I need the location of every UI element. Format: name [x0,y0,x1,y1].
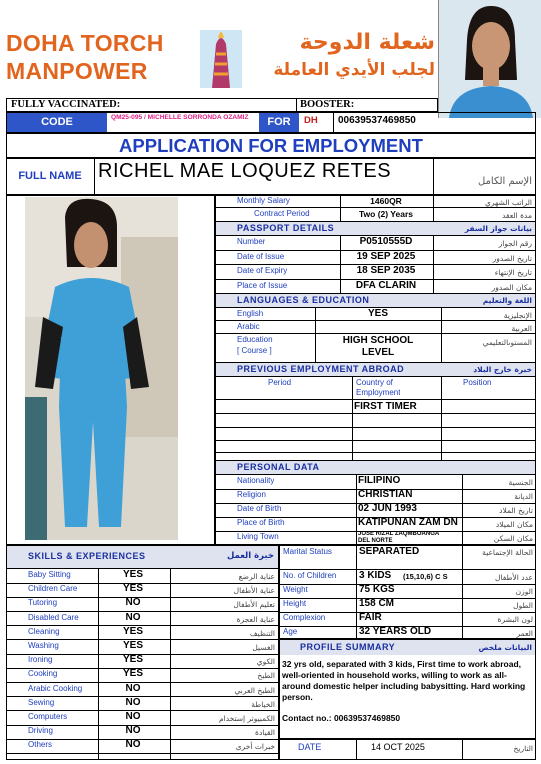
personal-detail-label: Height [283,599,307,608]
skill-arabic: الطبخ العربي [234,685,275,695]
skill-label: Children Care [28,584,78,594]
education-value-line2: LEVEL [361,347,395,358]
skill-value: NO [125,739,141,751]
skill-value: YES [122,569,143,580]
personal-row-arabic: تاريخ الملاد [499,506,533,515]
skill-label: Sewing [28,697,55,707]
company-arabic-line2: لجلب الأيدي العاملة [273,60,435,80]
previous-col-period: Period [268,378,292,387]
personal-row-arabic: الديانة [514,492,533,501]
skills-header: SKILLS & EXPERIENCES [28,551,146,561]
marital-status-label: Marital Status [283,547,332,556]
personal-detail-label: No. of Children [283,571,337,580]
personal-row-arabic: مكان الميلاد [495,520,533,529]
personal-row-arabic: مكان السكن [493,534,533,543]
full-name-arabic: الإسم الكامل [477,176,532,187]
date-arabic: التاريخ [513,744,533,753]
contract-period-arabic: مدة العقد [502,211,532,220]
personal-detail-value: 75 KGS [359,584,395,595]
skill-label: Tutoring [28,598,58,608]
skill-label: Baby Sitting [28,570,71,579]
full-name-label: FULL NAME [18,170,82,182]
skill-arabic: التنظيف [249,628,275,638]
skill-value: NO [125,682,141,694]
education-course-label: [ Course ] [237,346,272,355]
skill-arabic: الكوي [256,657,275,667]
personal-row-arabic: الجنسية [508,478,533,487]
full-name-value: RICHEL MAE LOQUEZ RETES [98,160,392,182]
personal-row-value: FILIPINO [358,475,401,486]
skill-value: NO [125,711,141,722]
languages-header: LANGUAGES & EDUCATION [237,295,370,305]
personal-row-value: JOSE RIZAL ZAQMBOANGA DEL NORTE [358,531,440,544]
passport-row-arabic: رقم الجواز [498,239,532,248]
languages-header-arabic: اللغة والتعليم [482,296,532,305]
skill-label: Cleaning [28,626,60,636]
personal-row-label: Living Town [237,532,279,541]
arabic-language-arabic: العربية [511,324,532,333]
skill-arabic: الخياطة [251,699,275,709]
skill-value: NO [125,696,141,708]
personal-detail-extra: (15,10,6) C S [403,572,448,581]
personal-detail-arabic: الوزن [515,587,533,596]
skill-arabic: عناية الأطفال [233,586,275,596]
passport-row-value: P0510555D [359,236,413,247]
previous-col-country-line2: Employment [356,388,401,397]
code-label: CODE [7,113,107,132]
english-label: English [237,309,264,318]
skill-arabic: الطبخ [257,671,275,681]
marital-status-value: SEPARATED [359,546,420,557]
education-value-line1: HIGH SCHOOL [342,335,414,346]
contract-period-label: Contract Period [254,209,310,218]
personal-detail-arabic: عدد الأطفال [495,573,533,582]
passport-row-arabic: مكان الصدور [491,282,532,292]
skill-label: Washing [28,641,59,650]
personal-detail-value: 32 YEARS OLD [359,626,432,637]
for-label: FOR [259,113,299,132]
skill-value: NO [125,611,141,623]
passport-row-arabic: تاريخ الصدور [492,253,532,263]
marital-status-arabic: الحالة الإجتماعية [482,548,533,557]
skill-value: NO [125,597,141,609]
code-value: QM25-095 / MICHELLE SORRONDA OZAMIZ [111,114,249,121]
skill-arabic: خبرات أخرى [235,742,275,752]
skill-arabic: الكمبيوتر إستخدام [219,714,275,723]
company-name-line1: DOHA TORCH [6,30,164,56]
passport-row-value: DFA CLARIN [355,279,417,291]
phone-number: 00639537469850 [338,115,416,126]
personal-detail-arabic: العمر [516,629,533,638]
profile-header-arabic: البيانات ملخص [478,643,532,652]
date-label: DATE [298,742,322,752]
personal-row-label: Nationality [237,476,275,485]
monthly-salary-arabic: الراتب الشهري [485,198,532,207]
english-value: YES [367,308,388,319]
company-name-line2: MANPOWER [6,58,148,84]
passport-row-label: Date of Issue [237,251,285,261]
skill-label: Driving [28,726,53,736]
profile-header: PROFILE SUMMARY [300,642,396,652]
passport-row-label: Place of Issue [237,280,288,290]
personal-header: PERSONAL DATA [237,462,320,472]
skill-value: YES [122,654,143,666]
skill-label: Computers [28,712,68,721]
skill-value: YES [122,640,143,651]
monthly-salary-label: Monthly Salary [237,196,290,205]
personal-detail-arabic: الطول [513,601,533,610]
for-value: DH [304,115,318,126]
personal-detail-value: FAIR [359,612,382,623]
skill-value: YES [122,625,143,637]
passport-row-value: 19 SEP 2025 [356,250,416,262]
passport-row-label: Date of Expiry [237,266,288,275]
previous-col-country-line1: Country of [356,378,393,387]
personal-row-value: 02 JUN 1993 [358,503,417,514]
personal-detail-label: Complexion [283,613,326,622]
skills-header-arabic: خبرة العمل [226,551,274,561]
passport-header-arabic: بيانات جواز السفر [464,224,532,233]
date-value: 14 OCT 2025 [371,742,425,752]
profile-summary-text: 32 yrs old, separated with 3 kids, First time to work abroad, well-oriented in household works, willing to work as all-around domestic helper including babysitting. Hard working person. [282,659,526,702]
previous-header: PREVIOUS EMPLOYMENT ABROAD [237,364,405,374]
page-title: APPLICATION FOR EMPLOYMENT [119,135,423,156]
monthly-salary-value: 1460QR [370,196,402,206]
passport-row-arabic: تاريخ الإنتهاء [494,268,532,277]
skill-arabic: عناية الرضع [238,572,275,581]
passport-row-label: Number [237,237,266,246]
personal-row-label: Place of Birth [237,518,285,527]
personal-row-value: KATIPUNAN ZAM DN [358,517,458,528]
personal-detail-value: 3 KIDS [359,570,392,581]
skill-label: Arabic Cooking [28,683,83,693]
skill-label: Disabled Care [28,612,79,622]
skill-label: Cooking [28,669,58,679]
skill-value: YES [122,668,143,680]
skill-arabic: عناية العجزة [236,614,275,624]
personal-row-label: Date of Birth [237,504,282,513]
passport-row-value: 18 SEP 2035 [356,265,416,276]
skill-arabic: تعليم الأطفال [233,600,275,610]
applicant-full-photo [25,197,178,540]
arabic-language-label: Arabic [237,322,260,331]
skill-value: NO [125,725,141,737]
personal-detail-arabic: لون البشرة [497,615,533,624]
personal-row-label: Religion [237,490,266,499]
english-arabic: الإنجليزية [503,311,532,320]
skill-label: Others [28,740,53,750]
vaccinated-label: FULLY VACCINATED: [11,99,121,110]
profile-contact: Contact no.: 00639537469850 [282,713,401,723]
applicant-headshot [438,0,541,118]
education-label: Education [237,335,273,344]
personal-detail-label: Weight [283,585,308,594]
skill-arabic: القيادة [255,728,275,738]
skill-arabic: الغسيل [252,643,275,652]
previous-col-position: Position [463,378,492,387]
personal-detail-value: 158 CM [359,598,395,609]
company-arabic-line1: شعلة الدوحة [299,30,435,55]
personal-detail-label: Age [283,627,298,636]
passport-header: PASSPORT DETAILS [237,223,335,233]
education-arabic: المستوىالتعليمي [482,338,532,347]
previous-first-row: FIRST TIMER [354,401,417,412]
booster-label: BOOSTER: [300,99,355,110]
previous-header-arabic: خبرة خارج البلاد [473,365,532,374]
personal-row-value: CHRISTIAN [358,489,413,500]
skill-value: YES [122,583,143,595]
torch-logo [192,24,250,94]
contract-period-value: Two (2) Years [358,209,413,219]
skill-label: Ironing [28,655,53,665]
